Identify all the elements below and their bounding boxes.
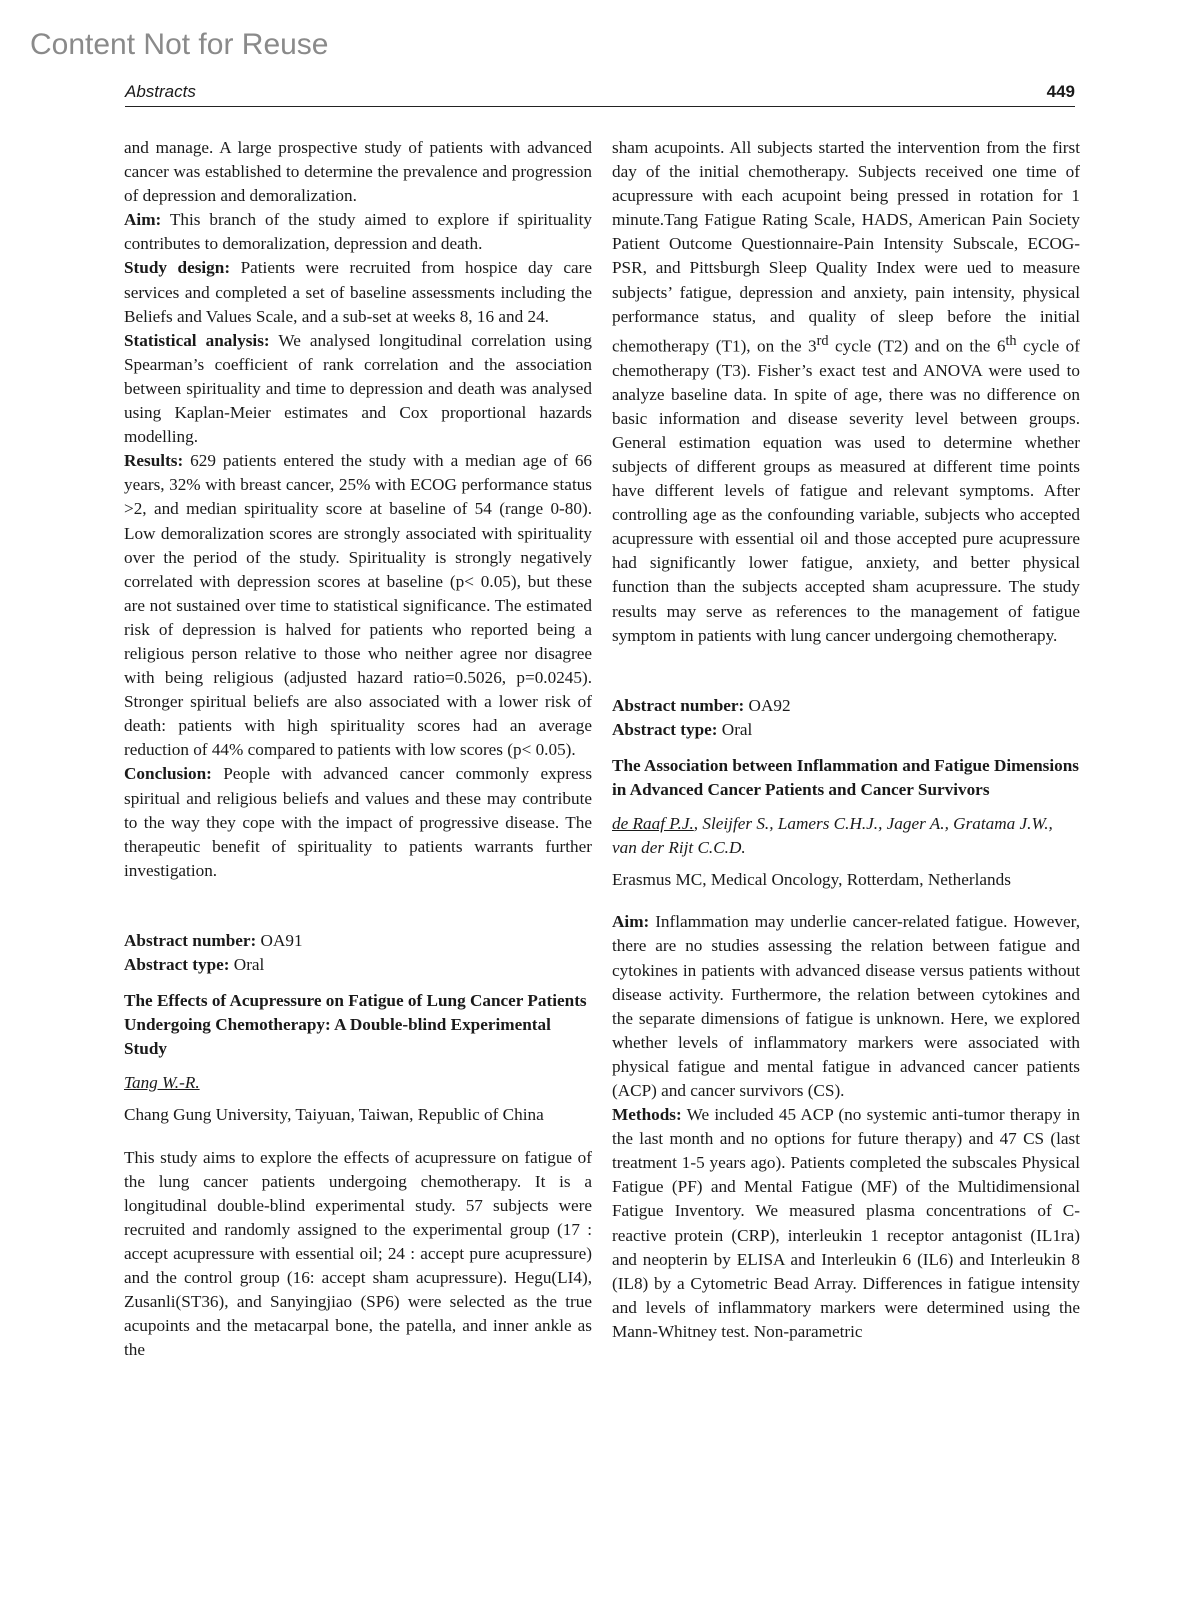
abstract-type <box>612 718 1080 742</box>
running-head <box>125 82 1075 107</box>
stats-text: We analysed longitudinal correlation using Spearman’s coefficient of rank correlation and the association between spirituality and time to depression and death was analysed using Kaplan-Meier estimates and Cox proportional hazards modelling. <box>124 330 592 447</box>
continuation-text: cycle of chemotherapy (T3). Fisher’s exact test and ANOVA were used to analyze baseline data. In spite of age, there was no difference on basic information and disease severity level between groups. General estimation equation was used to determine whether subjects of different groups as measured at different time points have different levels of fatigue and relevant symptoms. After controlling age as the confounding variable, subjects who accepted acupressure with essential oil and those accepted pure acupressure had significantly lower fatigue, anxiety, and better physical function than the subjects accepted sham acupressure. The study results may serve as references to the management of fatigue symptom in patients with lung cancer undergoing chemotherapy. <box>612 336 1080 645</box>
conclusion-label: Conclusion: <box>124 764 212 784</box>
methods-paragraph <box>612 1103 1080 1344</box>
ordinal-suffix: rd <box>816 332 829 349</box>
abstract-number-label: Abstract number: <box>612 695 745 715</box>
aim-paragraph <box>612 910 1080 1103</box>
abstract-continuation <box>612 136 1080 648</box>
design-paragraph <box>124 256 592 328</box>
abstract-type-value: Oral <box>233 955 265 974</box>
co-authors: , Sleijfer S., Lamers C.H.J., Jager A., Gratama J.W., van der Rijt C.C.D. <box>612 814 1053 858</box>
methods-label: Methods: <box>612 1105 682 1125</box>
abstract-number-value: OA91 <box>260 930 303 950</box>
aim-paragraph <box>124 208 592 256</box>
section-title: Abstracts <box>125 82 196 101</box>
abstract-type-value: Oral <box>721 719 753 739</box>
abstract-number <box>612 694 1080 718</box>
results-label: Results: <box>124 451 184 471</box>
results-text: 629 patients entered the study with a median age of 66 years, 32% with breast cancer, 25% with ECOG performance status >2, and median spirituality score at baseline of 54 (range 0-80). Low demoralization scores are strongly associated with spirituality over the period of the study. Spirituality is strongly negatively correlated with depression scores at baseline (p< 0.05), but these are not sustained over time to statistical significance. The estimated risk of depression is halved for patients who reported being a religious person relative to those who neither agree nor disagree with being religious (adjusted hazard ratio=0.5026, p=0.0245). Stronger spiritual beliefs are also associated with a lower risk of death: patients with high spirituality scores had an average reduction of 44% compared to patients with low scores (p< 0.05). <box>124 451 593 760</box>
aim-label: Aim: <box>612 912 650 932</box>
watermark: Content Not for Reuse <box>30 28 329 61</box>
conclusion-text: People with advanced cancer commonly express spiritual and religious beliefs and values and these may contribute to the way they cope with the impact of progressive disease. The therapeutic benefit of spirituality to patients warrants further investigation. <box>124 764 593 880</box>
continuation-text: cycle (T2) and on the 6 <box>828 336 1006 356</box>
aim-text: Inflammation may underlie cancer-related fatigue. However, there are no studies assessing the relation between fatigue and cytokines in patients with advanced disease versus patients without disease activity. Furthermore, the relation between cytokines and the separate dimensions of fatigue is unknown. Here, we explored whether levels of inflammatory markers were associated with physical fatigue and mental fatigue in advanced cancer patients (ACP) and cancer survivors (CS). <box>612 912 1080 1101</box>
results-paragraph <box>124 449 592 762</box>
aim-label: Aim: <box>124 210 162 230</box>
abstract-title: The Effects of Acupressure on Fatigue of Lung Cancer Patients Undergoing Chemotherapy: A Double-blind Experimental Study <box>124 991 587 1059</box>
stats-paragraph <box>124 329 592 449</box>
abstract-number-label: Abstract number: <box>124 930 257 950</box>
author-list <box>612 812 1080 860</box>
abstract-body: This study aims to explore the effects of acupressure on fatigue of the lung cancer patients undergoing chemotherapy. It is a longitudinal double-blind experimental study. 57 subjects were recruited and randomly assigned to the experimental group (17 : accept acupressure with essential oil; 24 : accept pure acupressure) and the control group (16: accept sham acupressure). Hegu(LI4), Zusanli(ST36), and Sanyingjiao (SP6) were selected as the true acupoints and the metacarpal bone, the patella, and inner ankle as the <box>124 1147 592 1360</box>
intro-paragraph: and manage. A large prospective study of patients with advanced cancer was established to determine the prevalence and progression of depression and demoralization. <box>124 138 592 206</box>
design-label: Study design: <box>124 258 231 278</box>
abstract-type-label: Abstract type: <box>124 955 230 974</box>
presenting-author: de Raaf P.J. <box>612 814 694 834</box>
affiliation: Chang Gung University, Taiyuan, Taiwan, Republic of China <box>124 1105 544 1125</box>
abstract-type-label: Abstract type: <box>612 719 718 739</box>
abstract-number <box>124 929 592 953</box>
presenting-author: Tang W.-R. <box>124 1073 200 1093</box>
left-column <box>124 136 592 1362</box>
ordinal-suffix: th <box>1005 332 1017 349</box>
right-column <box>612 136 1080 1344</box>
author-list <box>124 1071 592 1095</box>
methods-text: We included 45 ACP (no systemic anti-tumor therapy in the last month and no options for future therapy) and 47 CS (last treatment 1-5 years ago). Patients completed the subscales Physical Fatigue (PF) and Mental Fatigue (MF) of the Multidimensional Fatigue Inventory. We measured plasma concentrations of C-reactive protein (CRP), interleukin 1 receptor antagonist (IL1ra) and neopterin by ELISA and Interleukin 6 (IL6) and Interleukin 8 (IL8) by a Cytometric Bead Array. Differences in fatigue intensity and levels of inflammatory markers were determined using the Mann-Whitney test. Non-parametric <box>612 1105 1080 1341</box>
aim-text: This branch of the study aimed to explore if spirituality contributes to demoralization, depression and death. <box>124 210 592 254</box>
page-number: 449 <box>1046 82 1075 101</box>
abstract-title: The Association between Inflammation and Fatigue Dimensions in Advanced Cancer Patients and Cancer Survivors <box>612 755 1079 799</box>
abstract-type <box>124 953 592 977</box>
abstract-number-value: OA92 <box>748 695 791 715</box>
stats-label: Statistical analysis: <box>124 330 270 350</box>
continuation-text: sham acupoints. All subjects started the intervention from the first day of the initial chemotherapy. Subjects received one time of acupressure with each acupoint being pressed in rotation for 1 minute.Tang Fatigue Rating Scale, HADS, American Pain Society Patient Outcome Questionnaire-Pain Intensity Subscale, ECOG-PSR, and Pittsburgh Sleep Quality Index were ued to measure subjects’ fatigue, depression and anxiety, pain intensity, physical performance status, and quality of sleep before the initial chemotherapy (T1), on the 3 <box>612 138 1080 356</box>
conclusion-paragraph <box>124 762 592 882</box>
affiliation: Erasmus MC, Medical Oncology, Rotterdam, Netherlands <box>612 870 1011 890</box>
design-text: Patients were recruited from hospice day care services and completed a set of baseline assessments including the Beliefs and Values Scale, and a sub-set at weeks 8, 16 and 24. <box>124 258 592 326</box>
